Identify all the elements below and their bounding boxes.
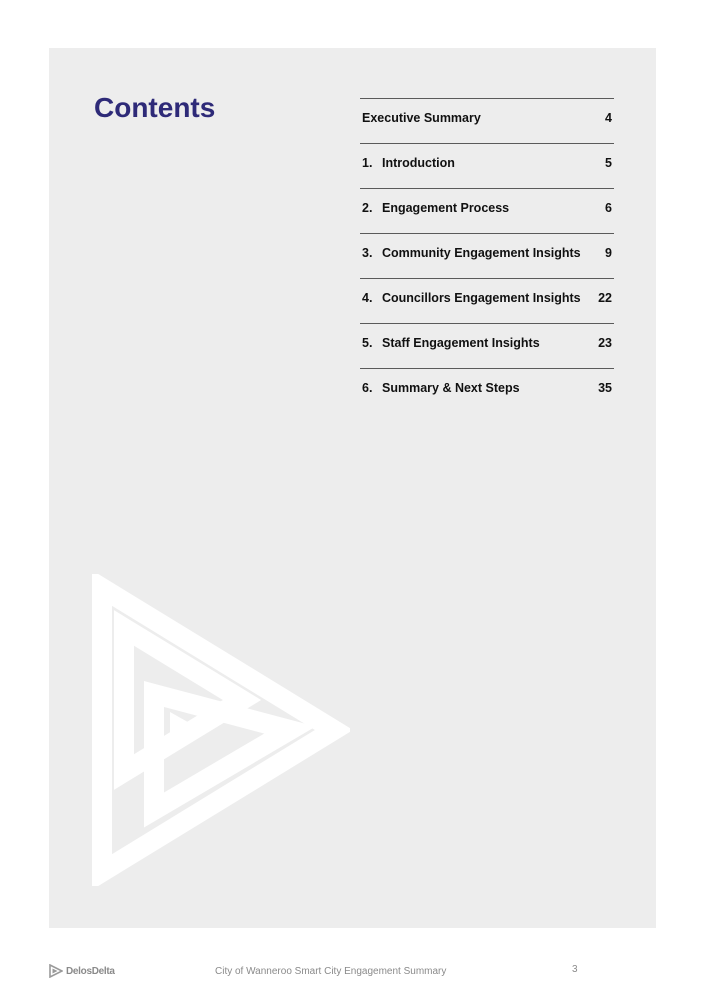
toc-entry-number: 3. — [362, 246, 373, 260]
toc-entry-number: 5. — [362, 336, 373, 350]
toc-entry-label: Community Engagement Insights — [382, 246, 581, 260]
footer-document-title: City of Wanneroo Smart City Engagement Summary — [215, 966, 447, 977]
toc-entry-page: 4 — [605, 111, 612, 125]
toc-entry-page: 23 — [598, 336, 612, 350]
delos-delta-triangle-icon — [49, 964, 63, 978]
toc-entry-number: 2. — [362, 201, 373, 215]
toc-entry-label: Councillors Engagement Insights — [382, 291, 581, 305]
toc-entry-introduction[interactable] — [360, 144, 614, 189]
toc-entry-number: 6. — [362, 381, 373, 395]
toc-entry-number: 4. — [362, 291, 373, 305]
toc-entry-label: Executive Summary — [362, 111, 481, 125]
toc-entry-label: Staff Engagement Insights — [382, 336, 540, 350]
toc-entry-summary-next-steps[interactable] — [360, 369, 614, 413]
toc-entry-engagement-process[interactable] — [360, 189, 614, 234]
toc-entry-page: 9 — [605, 246, 612, 260]
toc-entry-number: 1. — [362, 156, 373, 170]
toc-entry-community-engagement-insights[interactable] — [360, 234, 614, 279]
toc-entry-page: 22 — [598, 291, 612, 305]
page-title: Contents — [94, 92, 216, 123]
toc-entry-page: 6 — [605, 201, 612, 215]
toc-entry-staff-engagement-insights[interactable] — [360, 324, 614, 369]
toc-entry-page: 5 — [605, 156, 612, 170]
footer-logo — [49, 963, 115, 979]
page-number: 3 — [572, 964, 578, 975]
footer-logo-text: DelosDelta — [66, 965, 115, 977]
toc-entry-executive-summary[interactable] — [360, 99, 614, 144]
toc-entry-councillors-engagement-insights[interactable] — [360, 279, 614, 324]
table-of-contents — [360, 98, 614, 413]
delta-triangle-watermark-icon — [90, 574, 350, 886]
toc-entry-label: Summary & Next Steps — [382, 381, 520, 395]
toc-entry-label: Engagement Process — [382, 201, 510, 215]
toc-entry-label: Introduction — [382, 156, 455, 170]
toc-entry-page: 35 — [598, 381, 612, 395]
